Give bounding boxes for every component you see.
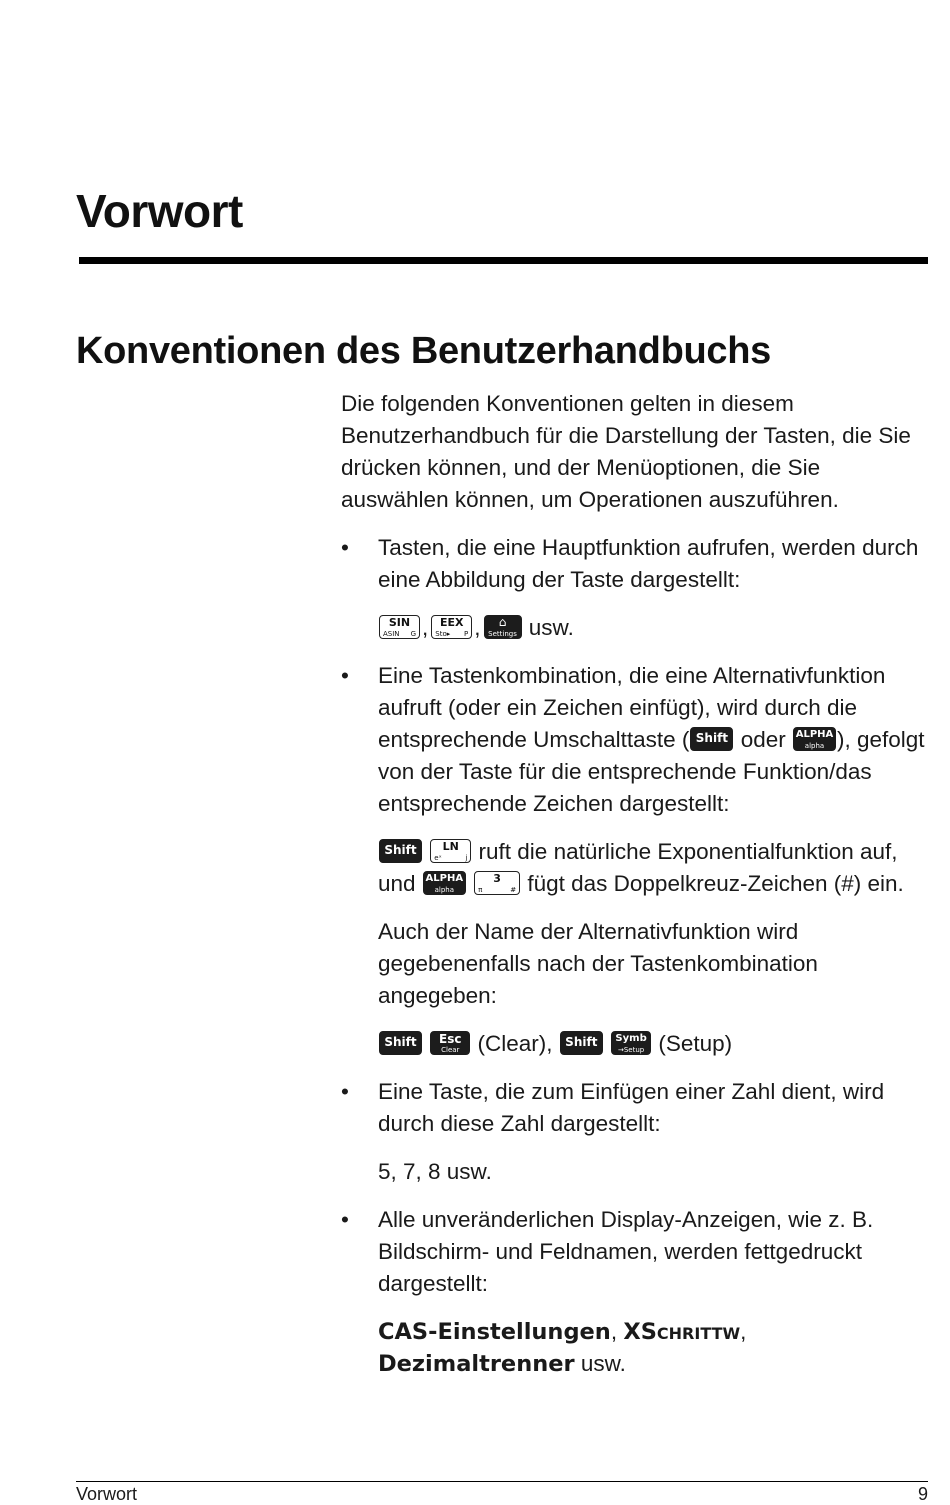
list-item-text: Eine Tastenkombination, die eine Alternativfunktion aufruft (oder ein Zeichen einfügt), wird durch die entsprechende Umschalttaste ( Shift oder ALPHA alpha ), gefolgt von der Taste für die entsprechende Funktion/das entsprechende Zeichen dargestellt:	[378, 663, 925, 816]
shift-key-icon: Shift	[690, 727, 733, 751]
section-body	[341, 388, 931, 1380]
intro-paragraph: Die folgenden Konventionen gelten in diesem Benutzerhandbuch für die Darstellung der Tasten, die Sie drücken können, und der Menüoptionen, die Sie auswählen können, um Operationen auszuführen.	[341, 391, 911, 512]
alt-name-example: Shift Esc Clear (Clear), Shift Symb →Setup (Setup)	[378, 1028, 931, 1060]
esc-key-icon: Esc Clear	[430, 1031, 470, 1055]
alpha-key-icon: ALPHA alpha	[423, 871, 466, 895]
alpha-key-icon: ALPHA alpha	[793, 727, 836, 751]
list-item-text: Eine Taste, die zum Einfügen einer Zahl dient, wird durch diese Zahl dargestellt:	[378, 1079, 885, 1136]
sin-key-icon: SIN ASIN G	[379, 615, 420, 639]
three-key-icon: 3 π #	[474, 871, 520, 895]
chapter-rule	[79, 257, 928, 264]
key-example-row: SIN ASIN G , EEX Sto▸ P , ⌂ Settings usw.	[378, 612, 931, 644]
list-item-text: Tasten, die eine Hauptfunktion aufrufen, werden durch eine Abbildung der Taste dargestellt:	[378, 535, 919, 592]
chapter-title: Vorwort	[76, 185, 243, 237]
page-number: 9	[917, 1484, 928, 1504]
shift-key-icon: Shift	[379, 839, 422, 863]
shift-key-icon: Shift	[379, 1031, 422, 1055]
number-example: 5, 7, 8 usw.	[378, 1159, 492, 1184]
section-title: Konventionen des Benutzerhandbuchs	[76, 330, 771, 372]
footer-chapter-name: Vorwort	[76, 1484, 138, 1504]
alt-function-note: Auch der Name der Alternativfunktion wird gegebenenfalls nach der Tastenkombination angegeben:	[378, 919, 818, 1008]
bullet: •	[341, 535, 349, 560]
example-suffix: usw.	[528, 615, 574, 640]
bullet: •	[341, 1207, 349, 1232]
list-item-text: Alle unveränderlichen Display-Anzeigen, wie z. B. Bildschirm- und Feldnamen, werden fettgedruckt dargestellt:	[378, 1207, 874, 1296]
bullet: •	[341, 1079, 349, 1104]
shift-key-icon: Shift	[560, 1031, 603, 1055]
list-item-display-names	[341, 1204, 931, 1380]
list-item-main-keys	[341, 532, 931, 644]
home-settings-key-icon: ⌂ Settings	[484, 615, 522, 639]
ln-key-icon: LN eˣ j	[430, 839, 471, 863]
footer-rule	[76, 1481, 928, 1482]
shift-example-line: Shift LN eˣ j ruft die natürliche Exponentialfunktion auf, und ALPHA alpha 3 π # fügt das Doppelkreuz-Zeichen (#) ein.	[378, 839, 904, 896]
list-item-shift-combos	[341, 660, 931, 1060]
symb-key-icon: Symb →Setup	[611, 1031, 651, 1055]
eex-key-icon: EEX Sto▸ P	[431, 615, 472, 639]
display-name-example: CAS-Einstellungen, XSchrittw, Dezimaltrenner usw.	[378, 1319, 747, 1377]
bullet: •	[341, 663, 349, 688]
list-item-number-keys	[341, 1076, 931, 1188]
